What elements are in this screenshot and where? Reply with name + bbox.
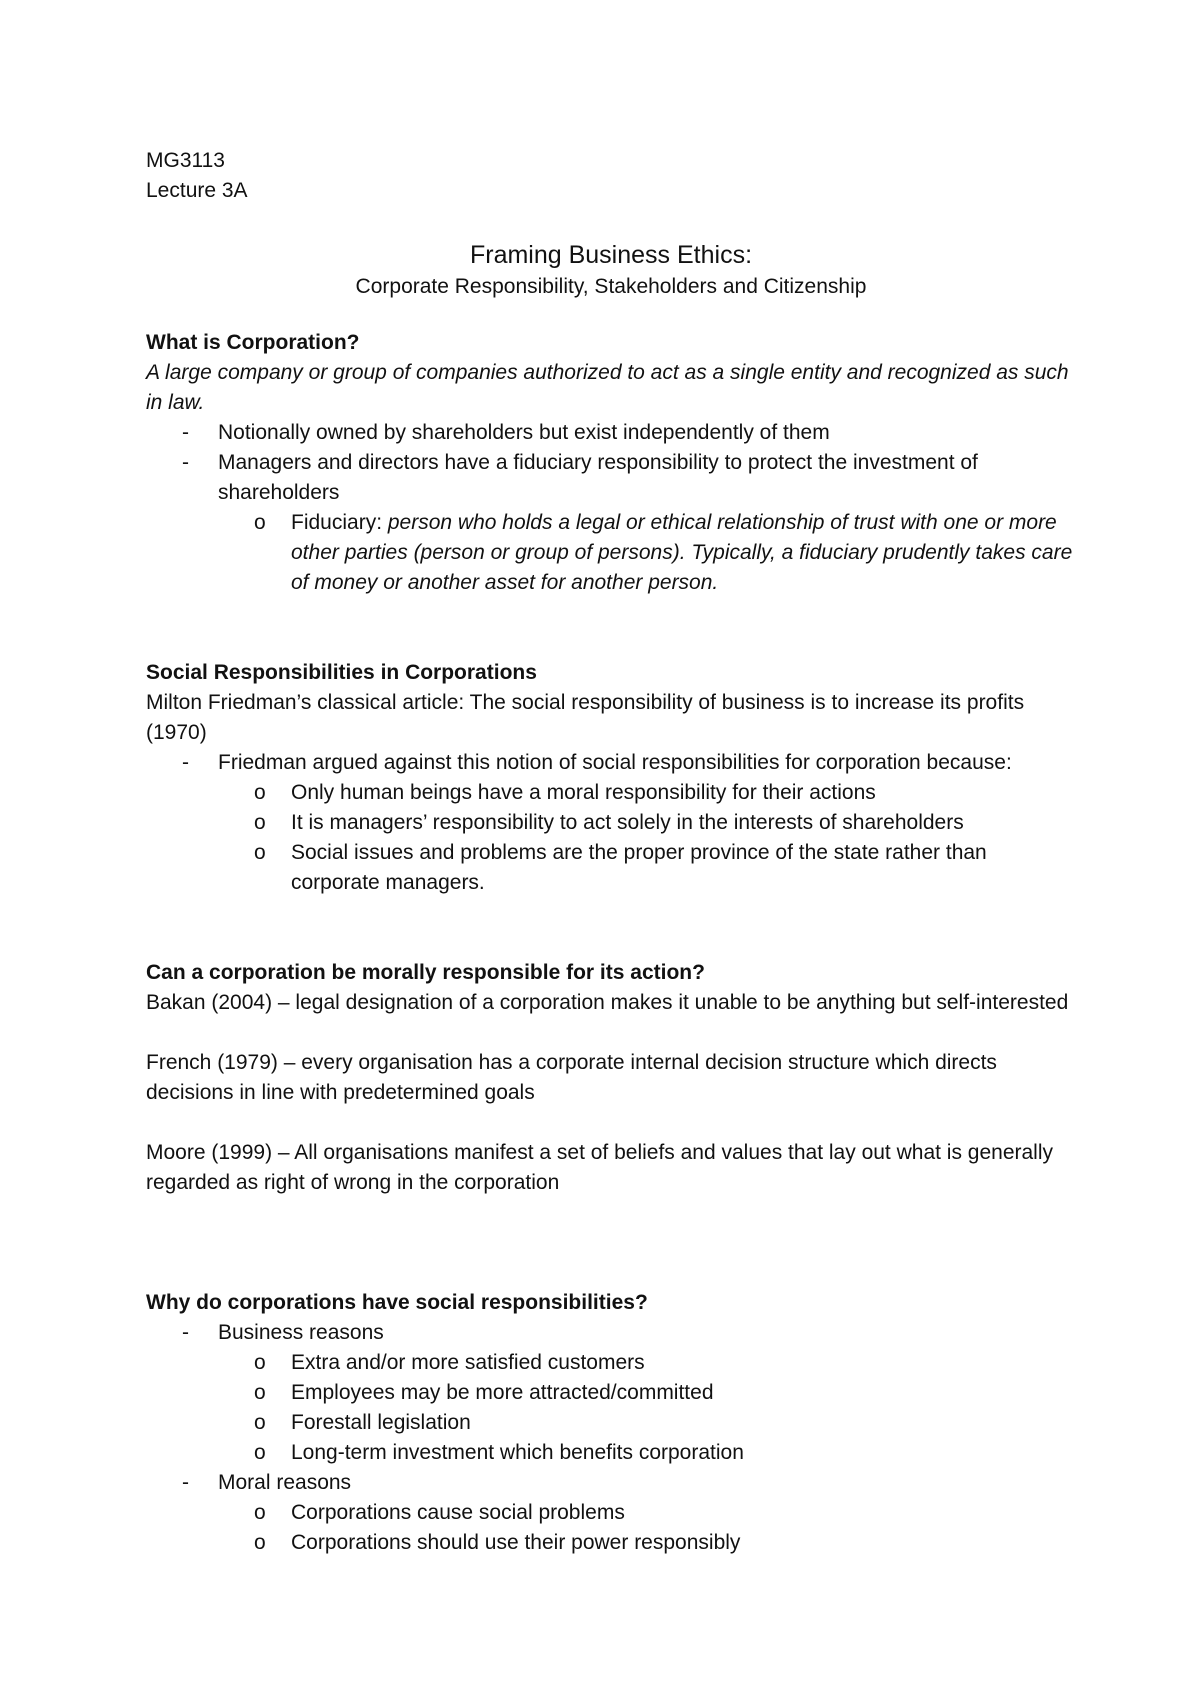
circle-bullet: o (254, 1381, 266, 1404)
section-moral-responsibility (146, 958, 1076, 1198)
sub-list-item-text: It is managers’ responsibility to act solely in the interests of shareholders (291, 811, 964, 834)
lecture-label: Lecture 3A (146, 179, 248, 202)
list-item-text: Business reasons (218, 1321, 384, 1344)
section-heading: What is Corporation? (146, 331, 360, 354)
circle-bullet: o (254, 781, 266, 804)
sub-list-item-text: Social issues and problems are the proper province of the state rather than corporate managers. (291, 841, 987, 894)
page-subtitle: Corporate Responsibility, Stakeholders and Citizenship (355, 275, 867, 298)
circle-bullet: o (254, 1531, 266, 1554)
sub-list-item (146, 508, 1076, 598)
dash-bullet: - (182, 1471, 189, 1494)
definition-text: A large company or group of companies authorized to act as a single entity and recognized as such in law. (146, 361, 1069, 414)
sub-list-item-text: Forestall legislation (291, 1411, 471, 1434)
section-heading: Why do corporations have social responsibilities? (146, 1291, 648, 1314)
dash-bullet: - (182, 1321, 189, 1344)
sub-list-item-text: Only human beings have a moral responsibility for their actions (291, 781, 876, 804)
list-item (146, 1318, 1076, 1348)
sub-list-item-text: Extra and/or more satisfied customers (291, 1351, 645, 1374)
circle-bullet: o (254, 811, 266, 834)
circle-bullet: o (254, 1351, 266, 1374)
sub-list-item (146, 1498, 1076, 1528)
sub-list-item (146, 1528, 1076, 1558)
circle-bullet: o (254, 1441, 266, 1464)
sub-list-item (146, 1408, 1076, 1438)
document-header (146, 146, 1076, 206)
dash-bullet: - (182, 451, 189, 474)
dash-bullet: - (182, 751, 189, 774)
list-item-text: Moral reasons (218, 1471, 352, 1494)
section-heading: Social Responsibilities in Corporations (146, 661, 537, 684)
paragraph: French (1979) – every organisation has a corporate internal decision structure which directs decisions in line with predetermined goals (146, 1051, 997, 1104)
sub-list-item (146, 1438, 1076, 1468)
dash-bullet: - (182, 421, 189, 444)
circle-bullet: o (254, 1501, 266, 1524)
paragraph: Bakan (2004) – legal designation of a corporation makes it unable to be anything but self-interested (146, 991, 1069, 1014)
list-item-text: Managers and directors have a fiduciary responsibility to protect the investment of shareholders (218, 451, 978, 504)
circle-bullet: o (254, 511, 266, 534)
fiduciary-term: Fiduciary: (291, 511, 383, 534)
sub-list-item (146, 778, 1076, 808)
section-heading: Can a corporation be morally responsible for its action? (146, 961, 705, 984)
list-item (146, 1468, 1076, 1498)
sub-list-item (146, 1348, 1076, 1378)
circle-bullet: o (254, 1411, 266, 1434)
list-item-text: Friedman argued against this notion of social responsibilities for corporation because: (218, 751, 1012, 774)
course-code: MG3113 (146, 149, 225, 172)
sub-list-item (146, 808, 1076, 838)
sub-list-item-text: Employees may be more attracted/committed (291, 1381, 714, 1404)
sub-list-item-text: Corporations should use their power responsibly (291, 1531, 741, 1554)
circle-bullet: o (254, 841, 266, 864)
section-why-social-responsibilities (146, 1288, 1076, 1558)
sub-list-item-text: Long-term investment which benefits corporation (291, 1441, 744, 1464)
title-block (146, 238, 1076, 302)
intro-text: Milton Friedman’s classical article: The social responsibility of business is to increase its profits (1970) (146, 691, 1025, 744)
list-item (146, 448, 1076, 508)
sub-list-item (146, 838, 1076, 898)
list-item (146, 748, 1076, 778)
sub-list-item (146, 1378, 1076, 1408)
fiduciary-definition: person who holds a legal or ethical relationship of trust with one or more other parties (person or group of persons). Typically, a fiduciary prudently takes care of money or another asset for another person. (291, 511, 1073, 594)
list-item (146, 418, 1076, 448)
paragraph: Moore (1999) – All organisations manifest a set of beliefs and values that lay out what is generally regarded as right of wrong in the corporation (146, 1141, 1054, 1194)
page-title: Framing Business Ethics: (469, 241, 753, 269)
section-social-responsibilities (146, 658, 1076, 898)
section-what-is-corporation (146, 328, 1076, 598)
sub-list-item-text: Corporations cause social problems (291, 1501, 625, 1524)
list-item-text: Notionally owned by shareholders but exist independently of them (218, 421, 830, 444)
